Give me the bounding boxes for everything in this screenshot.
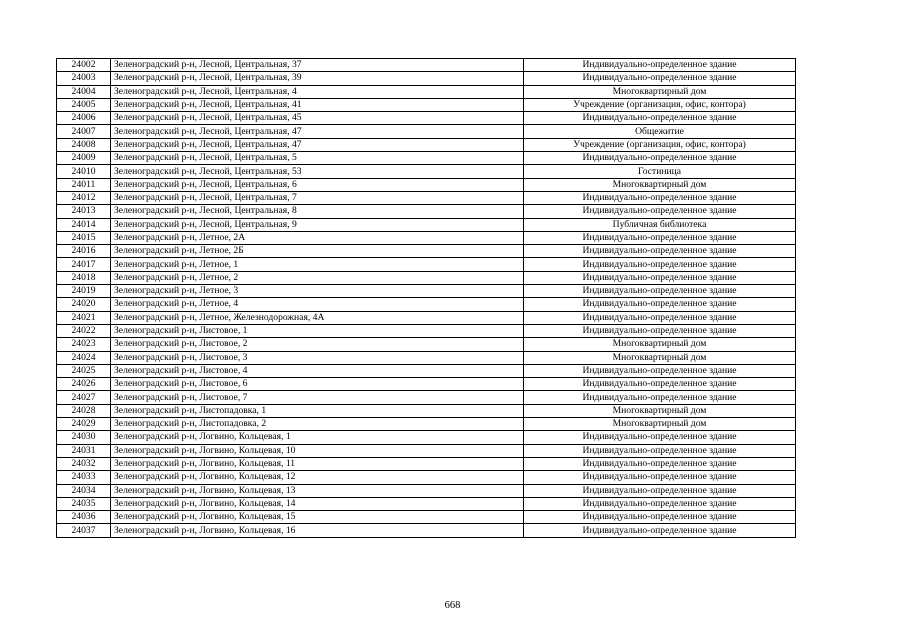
building-type-cell: Индивидуально-определенное здание <box>524 444 796 457</box>
address-cell: Зеленоградский р-н, Логвино, Кольцевая, 16 <box>111 524 524 537</box>
address-cell: Зеленоградский р-н, Листовое, 4 <box>111 364 524 377</box>
table-row <box>57 471 796 484</box>
table-row <box>57 138 796 151</box>
address-cell: Зеленоградский р-н, Лесной, Центральная, 8 <box>111 205 524 218</box>
address-cell: Зеленоградский р-н, Летное, Железнодорожная, 4А <box>111 311 524 324</box>
table-row <box>57 444 796 457</box>
record-id-cell: 24020 <box>57 298 111 311</box>
registry-table-body <box>57 59 796 538</box>
table-row <box>57 311 796 324</box>
building-type-cell: Многоквартирный дом <box>524 404 796 417</box>
table-row <box>57 298 796 311</box>
record-id-cell: 24021 <box>57 311 111 324</box>
record-id-cell: 24002 <box>57 59 111 72</box>
table-row <box>57 404 796 417</box>
building-type-cell: Индивидуально-определенное здание <box>524 524 796 537</box>
record-id-cell: 24017 <box>57 258 111 271</box>
address-cell: Зеленоградский р-н, Лесной, Центральная, 7 <box>111 191 524 204</box>
address-cell: Зеленоградский р-н, Лесной, Центральная, 41 <box>111 98 524 111</box>
building-type-cell: Индивидуально-определенное здание <box>524 471 796 484</box>
address-cell: Зеленоградский р-н, Логвино, Кольцевая, 15 <box>111 511 524 524</box>
building-type-cell: Общежитие <box>524 125 796 138</box>
record-id-cell: 24016 <box>57 245 111 258</box>
record-id-cell: 24004 <box>57 85 111 98</box>
building-type-cell: Индивидуально-определенное здание <box>524 112 796 125</box>
building-type-cell: Индивидуально-определенное здание <box>524 231 796 244</box>
building-type-cell: Индивидуально-определенное здание <box>524 378 796 391</box>
table-row <box>57 231 796 244</box>
building-type-cell: Индивидуально-определенное здание <box>524 191 796 204</box>
address-cell: Зеленоградский р-н, Листопадовка, 2 <box>111 418 524 431</box>
address-cell: Зеленоградский р-н, Лесной, Центральная, 4 <box>111 85 524 98</box>
table-row <box>57 378 796 391</box>
address-cell: Зеленоградский р-н, Летное, 2А <box>111 231 524 244</box>
address-cell: Зеленоградский р-н, Листовое, 6 <box>111 378 524 391</box>
record-id-cell: 24019 <box>57 285 111 298</box>
address-cell: Зеленоградский р-н, Логвино, Кольцевая, 11 <box>111 457 524 470</box>
building-type-cell: Многоквартирный дом <box>524 418 796 431</box>
building-type-cell: Многоквартирный дом <box>524 178 796 191</box>
address-cell: Зеленоградский р-н, Летное, 4 <box>111 298 524 311</box>
address-cell: Зеленоградский р-н, Логвино, Кольцевая, 14 <box>111 497 524 510</box>
building-type-cell: Публичная библиотека <box>524 218 796 231</box>
table-row <box>57 431 796 444</box>
table-row <box>57 351 796 364</box>
record-id-cell: 24026 <box>57 378 111 391</box>
address-cell: Зеленоградский р-н, Листовое, 2 <box>111 338 524 351</box>
record-id-cell: 24036 <box>57 511 111 524</box>
record-id-cell: 24031 <box>57 444 111 457</box>
building-type-cell: Индивидуально-определенное здание <box>524 324 796 337</box>
record-id-cell: 24027 <box>57 391 111 404</box>
building-type-cell: Индивидуально-определенное здание <box>524 457 796 470</box>
address-cell: Зеленоградский р-н, Лесной, Центральная, 39 <box>111 72 524 85</box>
table-row <box>57 484 796 497</box>
table-row <box>57 59 796 72</box>
record-id-cell: 24030 <box>57 431 111 444</box>
table-row <box>57 152 796 165</box>
record-id-cell: 24018 <box>57 271 111 284</box>
record-id-cell: 24025 <box>57 364 111 377</box>
record-id-cell: 24013 <box>57 205 111 218</box>
building-type-cell: Многоквартирный дом <box>524 338 796 351</box>
page-number: 668 <box>444 600 461 611</box>
record-id-cell: 24003 <box>57 72 111 85</box>
building-type-cell: Индивидуально-определенное здание <box>524 391 796 404</box>
building-type-cell: Индивидуально-определенное здание <box>524 497 796 510</box>
table-row <box>57 191 796 204</box>
building-type-cell: Индивидуально-определенное здание <box>524 72 796 85</box>
record-id-cell: 24010 <box>57 165 111 178</box>
building-type-cell: Индивидуально-определенное здание <box>524 205 796 218</box>
record-id-cell: 24008 <box>57 138 111 151</box>
table-row <box>57 324 796 337</box>
address-cell: Зеленоградский р-н, Листовое, 3 <box>111 351 524 364</box>
table-row <box>57 338 796 351</box>
table-row <box>57 457 796 470</box>
address-cell: Зеленоградский р-н, Лесной, Центральная, 9 <box>111 218 524 231</box>
building-type-cell: Многоквартирный дом <box>524 351 796 364</box>
address-cell: Зеленоградский р-н, Логвино, Кольцевая, 13 <box>111 484 524 497</box>
table-row <box>57 418 796 431</box>
record-id-cell: 24035 <box>57 497 111 510</box>
table-row <box>57 165 796 178</box>
table-row <box>57 497 796 510</box>
record-id-cell: 24032 <box>57 457 111 470</box>
table-row <box>57 364 796 377</box>
building-type-cell: Индивидуально-определенное здание <box>524 298 796 311</box>
address-cell: Зеленоградский р-н, Лесной, Центральная, 53 <box>111 165 524 178</box>
record-id-cell: 24006 <box>57 112 111 125</box>
record-id-cell: 24033 <box>57 471 111 484</box>
address-cell: Зеленоградский р-н, Логвино, Кольцевая, 10 <box>111 444 524 457</box>
table-row <box>57 85 796 98</box>
record-id-cell: 24029 <box>57 418 111 431</box>
building-type-cell: Индивидуально-определенное здание <box>524 59 796 72</box>
building-type-cell: Индивидуально-определенное здание <box>524 285 796 298</box>
table-row <box>57 125 796 138</box>
table-row <box>57 245 796 258</box>
building-type-cell: Индивидуально-определенное здание <box>524 431 796 444</box>
building-type-cell: Индивидуально-определенное здание <box>524 484 796 497</box>
address-cell: Зеленоградский р-н, Летное, 3 <box>111 285 524 298</box>
building-type-cell: Индивидуально-определенное здание <box>524 311 796 324</box>
record-id-cell: 24037 <box>57 524 111 537</box>
table-row <box>57 285 796 298</box>
table-row <box>57 271 796 284</box>
building-type-cell: Индивидуально-определенное здание <box>524 245 796 258</box>
building-type-cell: Индивидуально-определенное здание <box>524 258 796 271</box>
table-row <box>57 205 796 218</box>
address-cell: Зеленоградский р-н, Лесной, Центральная, 6 <box>111 178 524 191</box>
table-row <box>57 391 796 404</box>
record-id-cell: 24014 <box>57 218 111 231</box>
building-type-cell: Учреждение (организация, офис, контора) <box>524 138 796 151</box>
address-cell: Зеленоградский р-н, Летное, 2 <box>111 271 524 284</box>
record-id-cell: 24034 <box>57 484 111 497</box>
record-id-cell: 24012 <box>57 191 111 204</box>
address-cell: Зеленоградский р-н, Летное, 1 <box>111 258 524 271</box>
building-type-cell: Индивидуально-определенное здание <box>524 511 796 524</box>
address-cell: Зеленоградский р-н, Летное, 2Б <box>111 245 524 258</box>
table-row <box>57 112 796 125</box>
address-cell: Зеленоградский р-н, Лесной, Центральная, 47 <box>111 125 524 138</box>
record-id-cell: 24024 <box>57 351 111 364</box>
record-id-cell: 24028 <box>57 404 111 417</box>
record-id-cell: 24007 <box>57 125 111 138</box>
record-id-cell: 24023 <box>57 338 111 351</box>
table-row <box>57 72 796 85</box>
address-cell: Зеленоградский р-н, Листовое, 1 <box>111 324 524 337</box>
table-row <box>57 178 796 191</box>
building-type-cell: Индивидуально-определенное здание <box>524 271 796 284</box>
record-id-cell: 24005 <box>57 98 111 111</box>
table-row <box>57 218 796 231</box>
record-id-cell: 24011 <box>57 178 111 191</box>
building-type-cell: Индивидуально-определенное здание <box>524 152 796 165</box>
address-cell: Зеленоградский р-н, Лесной, Центральная, 45 <box>111 112 524 125</box>
address-cell: Зеленоградский р-н, Логвино, Кольцевая, 1 <box>111 431 524 444</box>
address-cell: Зеленоградский р-н, Логвино, Кольцевая, 12 <box>111 471 524 484</box>
record-id-cell: 24022 <box>57 324 111 337</box>
address-cell: Зеленоградский р-н, Листопадовка, 1 <box>111 404 524 417</box>
address-cell: Зеленоградский р-н, Листовое, 7 <box>111 391 524 404</box>
address-cell: Зеленоградский р-н, Лесной, Центральная, 5 <box>111 152 524 165</box>
building-type-cell: Многоквартирный дом <box>524 85 796 98</box>
record-id-cell: 24015 <box>57 231 111 244</box>
table-row <box>57 258 796 271</box>
building-type-cell: Гостиница <box>524 165 796 178</box>
address-cell: Зеленоградский р-н, Лесной, Центральная, 37 <box>111 59 524 72</box>
registry-table <box>56 58 796 538</box>
record-id-cell: 24009 <box>57 152 111 165</box>
address-cell: Зеленоградский р-н, Лесной, Центральная, 47 <box>111 138 524 151</box>
table-row <box>57 511 796 524</box>
building-type-cell: Учреждение (организация, офис, контора) <box>524 98 796 111</box>
building-type-cell: Индивидуально-определенное здание <box>524 364 796 377</box>
table-row <box>57 524 796 537</box>
table-row <box>57 98 796 111</box>
